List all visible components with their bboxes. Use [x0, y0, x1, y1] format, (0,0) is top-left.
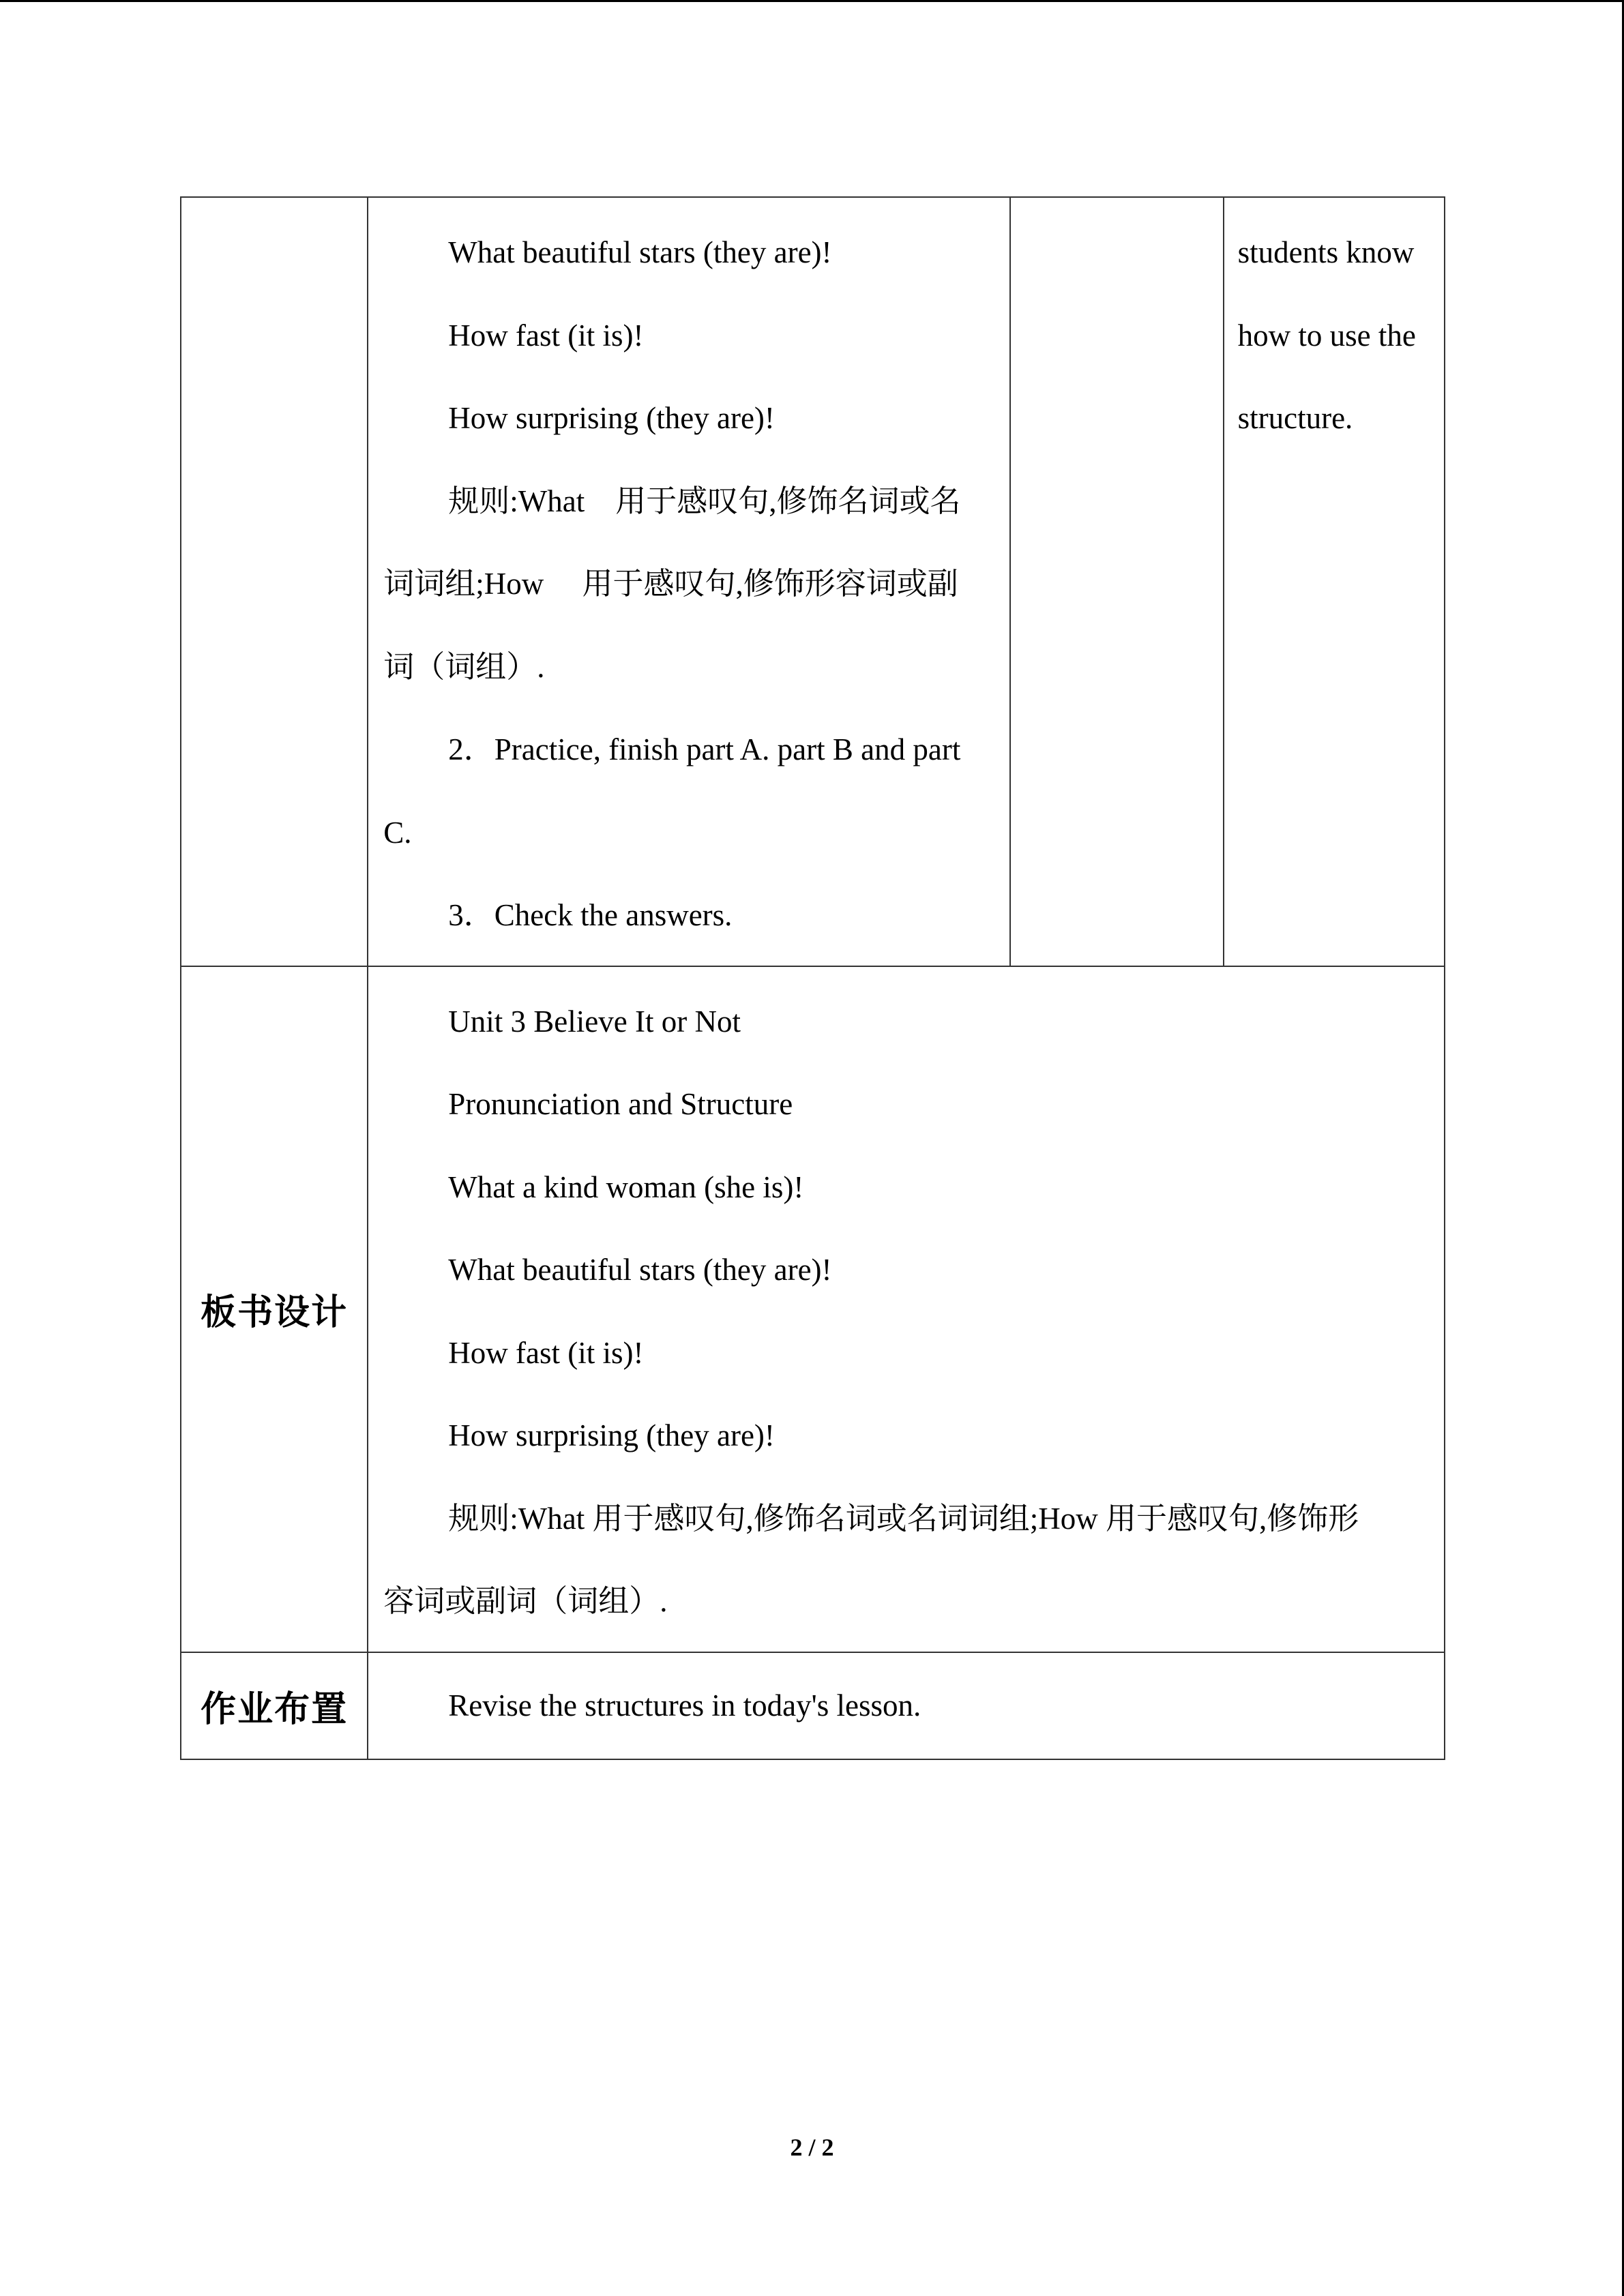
page-top-border [0, 0, 1624, 2]
purpose-line: structure. [1237, 401, 1353, 435]
text-line: How surprising (they are)! [448, 401, 775, 435]
board-line: How fast (it is)! [448, 1335, 644, 1370]
board-rule-line: 规则:What 用于感叹句,修饰名词或名词词组;How 用于感叹句,修饰形 [448, 1501, 1359, 1536]
page-number: 2 / 2 [790, 2134, 834, 2161]
board-design-content-cell [368, 966, 1445, 1652]
text-line: How fast (it is)! [448, 318, 644, 353]
purpose-line: students know [1237, 235, 1415, 269]
homework-label-cell [181, 1652, 368, 1759]
rule-text-line: 词词组;How 用于感叹句,修饰形容词或副 [383, 567, 958, 601]
row1-label-cell [181, 197, 368, 966]
board-design-label: 板书设计 [201, 1292, 349, 1333]
purpose-line: how to use the [1237, 318, 1416, 353]
board-design-label-cell [181, 966, 368, 1652]
board-line: How surprising (they are)! [448, 1418, 775, 1452]
table-row-homework [181, 1652, 1445, 1759]
table-row-board-design [181, 966, 1445, 1652]
rule-text-line: 规则:What 用于感叹句,修饰名词或名 [448, 483, 961, 518]
practice-step: 2．Practice, finish part A. part B and part [448, 732, 961, 766]
row1-purpose-cell [1224, 197, 1445, 966]
homework-content-cell [368, 1652, 1445, 1759]
board-line: What a kind woman (she is)! [448, 1169, 804, 1204]
lesson-plan-table [180, 196, 1445, 1760]
board-line: What beautiful stars (they are)! [448, 1253, 832, 1287]
practice-step-continued: C. [383, 815, 412, 850]
homework-label: 作业布置 [201, 1688, 349, 1730]
row1-extra-cell [1010, 197, 1223, 966]
table-row-procedure [181, 197, 1445, 966]
board-rule-line: 容词或副词（词组）. [383, 1584, 668, 1618]
board-line: Unit 3 Believe It or Not [448, 1004, 741, 1039]
text-line: What beautiful stars (they are)! [448, 235, 832, 269]
board-line: Pronunciation and Structure [448, 1087, 793, 1121]
homework-line: Revise the structures in today's lesson. [448, 1688, 921, 1723]
check-step: 3．Check the answers. [448, 898, 733, 932]
row1-content-cell [368, 197, 1010, 966]
rule-text-line: 词（词组）. [383, 649, 545, 684]
